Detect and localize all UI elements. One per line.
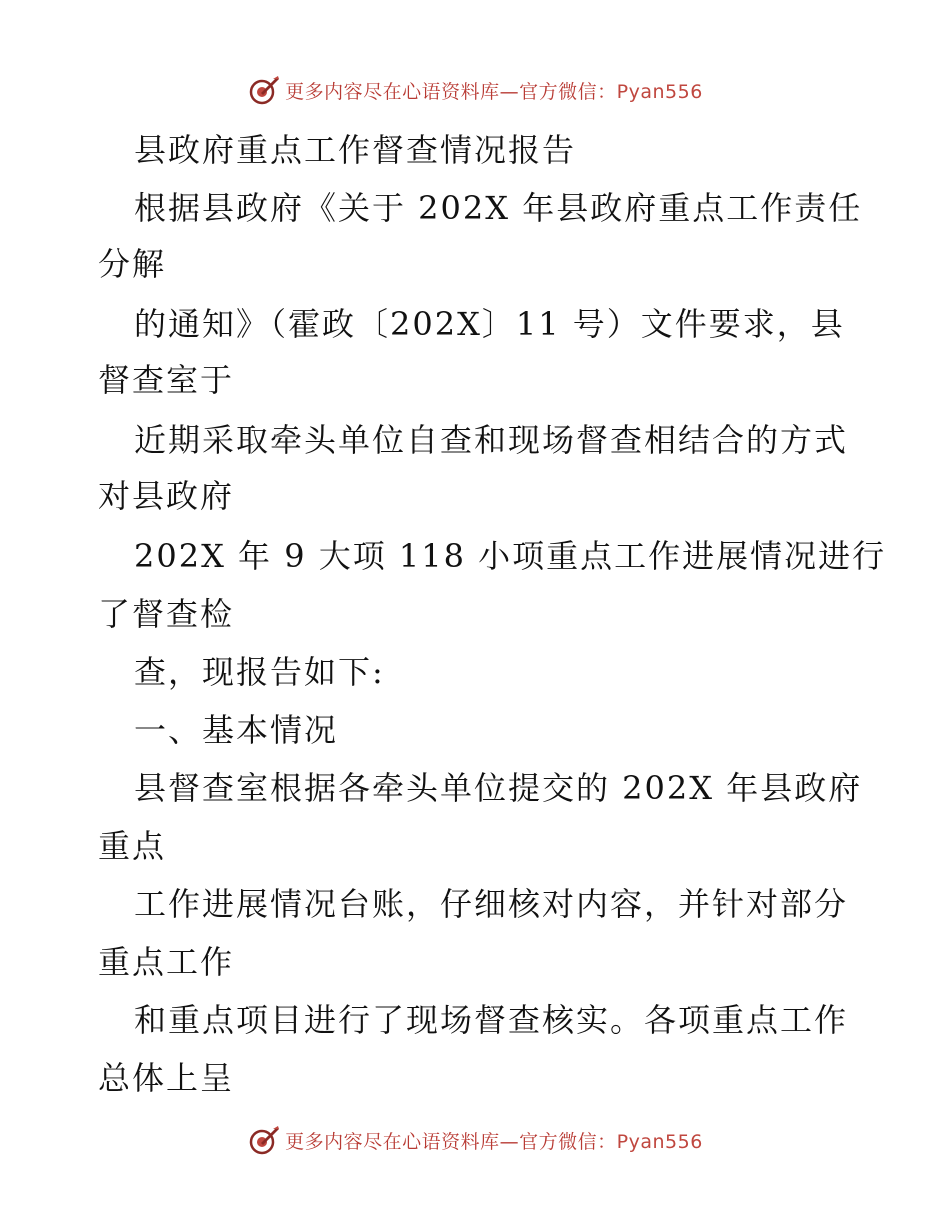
paragraph-line: 分解: [98, 245, 167, 283]
section-heading: 一、基本情况: [134, 711, 339, 749]
paragraph-line: 近期采取牵头单位自查和现场督查相结合的方式: [134, 421, 849, 459]
paragraph-line: 根据县政府《关于 202X 年县政府重点工作责任: [134, 189, 863, 227]
paragraph-line: 对县政府: [98, 477, 235, 515]
paragraph-line: 督查室于: [98, 361, 235, 399]
watermark-text: 更多内容尽在心语资料库—官方微信：Pyan556: [285, 80, 703, 103]
paragraph-line: 工作进展情况台账，仔细核对内容，并针对部分: [134, 885, 849, 923]
header-watermark-banner: [0, 72, 950, 108]
quill-logo-icon: [247, 73, 281, 107]
paragraph-line: 202X 年 9 大项 118 小项重点工作进展情况进行: [134, 537, 887, 575]
paragraph-line: 了督查检: [98, 595, 235, 633]
paragraph-line: 重点工作: [98, 943, 235, 981]
watermark-text: 更多内容尽在心语资料库—官方微信：Pyan556: [285, 1130, 703, 1153]
paragraph-line: 重点: [98, 827, 167, 865]
paragraph-line: 查，现报告如下:: [134, 653, 385, 691]
quill-logo-icon: [247, 1123, 281, 1157]
paragraph-line: 总体上呈: [98, 1059, 235, 1097]
document-title: 县政府重点工作督查情况报告: [134, 131, 577, 169]
paragraph-line: 县督查室根据各牵头单位提交的 202X 年县政府: [134, 769, 863, 807]
paragraph-line: 的通知》（霍政〔202X〕11 号）文件要求，县: [134, 305, 845, 343]
paragraph-line: 和重点项目进行了现场督查核实。各项重点工作: [134, 1001, 849, 1039]
footer-watermark-banner: [0, 1122, 950, 1158]
